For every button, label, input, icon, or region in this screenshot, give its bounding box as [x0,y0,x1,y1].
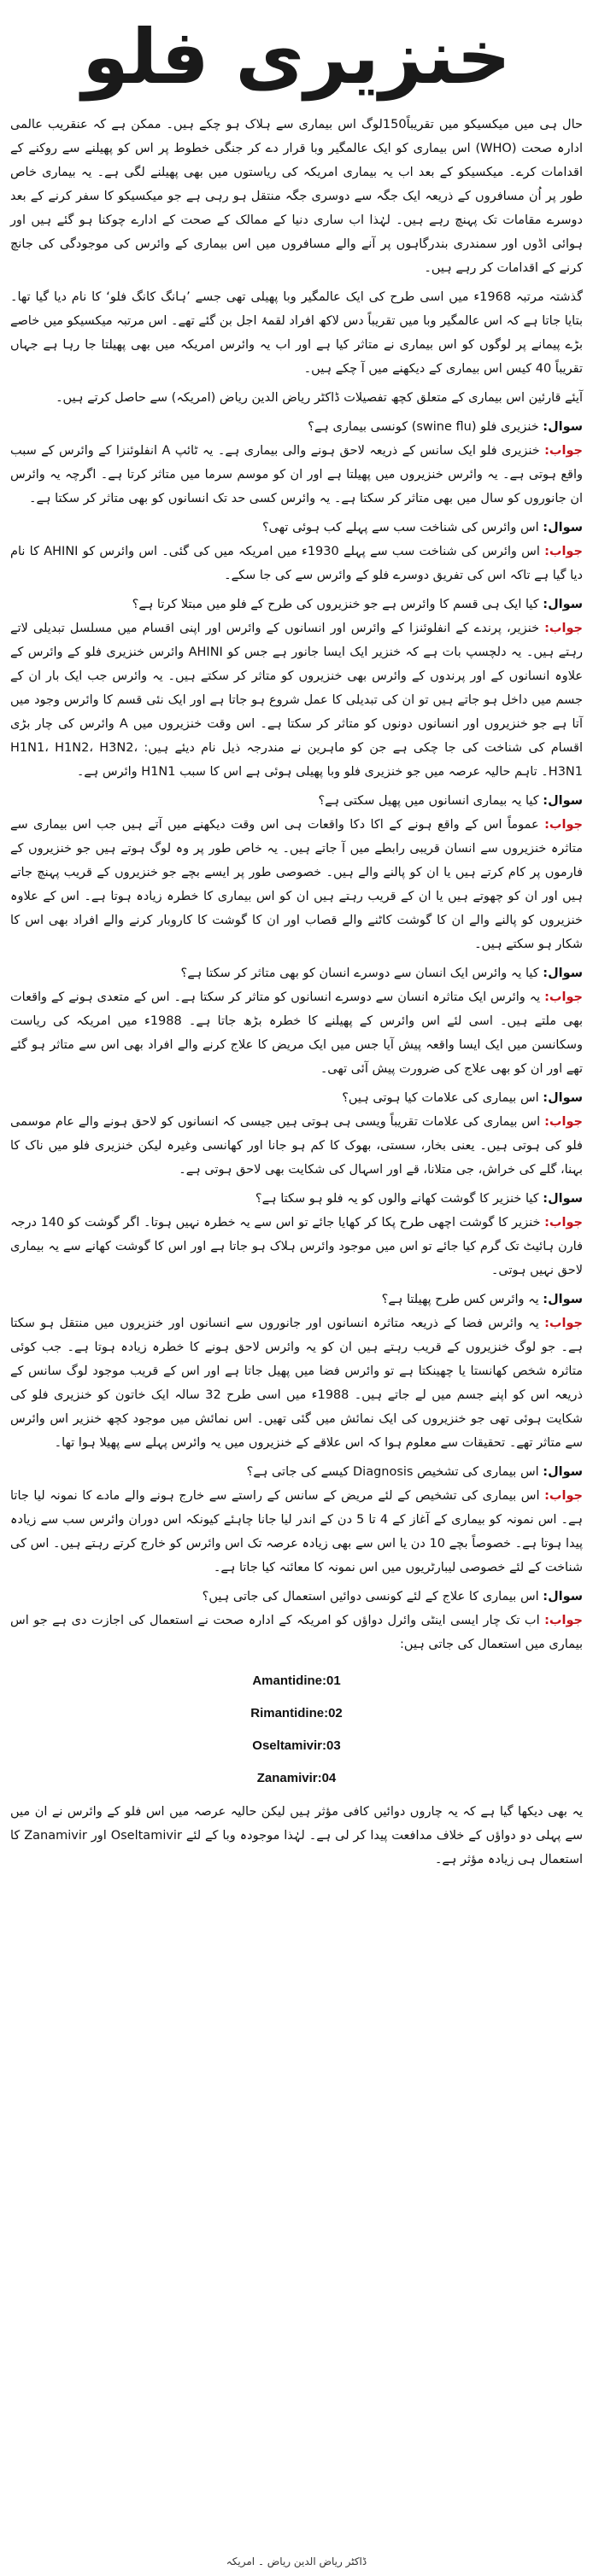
qa-item [10,516,583,587]
question-text: کیا یہ وائرس ایک انسان سے دوسرے انسان کو بھی متاثر کر سکتا ہے؟ [180,967,539,980]
question-label: سوال: [543,521,583,534]
question-text: کیا یہ بیماری انسانوں میں پھیل سکتی ہے؟ [318,794,539,808]
answer-text: اب تک چار ایسی اینٹی وائرل دواؤں کو امریکہ کے ادارہ صحت نے استعمال کی اجازت دی ہے جو اس بیماری میں استعمال کی جاتی ہیں: [10,1614,583,1651]
answer-label: جواب: [544,1216,584,1230]
answer-label: جواب: [544,1317,583,1330]
question-label: سوال: [543,1293,583,1306]
qa-item [10,593,583,784]
answer [10,1484,583,1580]
answer-label: جواب: [544,1614,583,1627]
answer [10,1311,583,1455]
question-label: سوال: [543,420,583,434]
answer-text: عموماً اس کے واقع ہونے کے اکا دکا واقعات ہی اس وقت دیکھنے میں آتے ہیں جب اس بیماری سے متاثرہ خنزیروں سے انسان قریبی رابطے میں آ جاتے ہیں۔ یہ خاص طور پر وہ لوگ ہوتے ہیں جو خنزیروں کے فارموں پر کام کرتے ہیں یا ان کو پالنے والے ہیں۔ خصوصی طور پر ایسے بچے جو خنزیروں کے قریب پہنچ جاتے ہیں اور ان کو چھوتے ہیں یا ان کے قریب رہتے ہیں ان کو اس بیماری کا خطرہ زیادہ ہوتا ہے۔ اس کے علاوہ خنزیروں کو پالنے والے ان کا گوشت کاٹنے والے قصاب اور ان کا گوشت کا کاروبار کرنے والے افراد بھی اس کا شکار ہو سکتے ہیں۔ [10,818,583,951]
question-text: اس بیماری کی تشخیص Diagnosis کیسے کی جاتی ہے؟ [246,1465,539,1479]
answer-text: خنزیر، پرندے کے انفلوئنزا کے وائرس اور انسانوں کے وائرس اور اپنی اقسام میں مسلسل تبدیلی لاتے رہتے ہیں۔ یہ دلچسپ بات ہے کہ خنزیر ایک ایسا جانور ہے جس کو AHINI وائرس خنزیری فلو کے وائرس کے علاوہ انسانوں کے اور پرندوں کے وائرس بھی خنزیروں کو متاثر کر سکتے ہیں۔ یہ وائرس جب ایک بار ان کے جسم میں داخل ہو جاتے ہیں تو ان کی تبدیلی کا عمل شروع ہو جاتا ہے اور ایک نئی قسم کا وائرس وجود میں آتا ہے جو خنزیروں اور انسانوں دونوں کو متاثر کر سکتا ہے۔ اس وقت خنزیروں میں A وائرس کی چار بڑی اقسام کی شناخت کی جا چکی ہے جن کو ماہرین نے مندرجہ ذیل نام دیئے ہیں: H1N1، H1N2، H3N2، H3N1۔ تاہم حالیہ عرصہ میں جو خنزیری فلو وبا پھیلی ہوئی ہے اس کا سبب H1N1 وائرس ہے۔ [10,622,583,779]
qa-item [10,1585,583,1656]
question [10,1187,583,1211]
question-label: سوال: [543,598,583,611]
question-label: سوال: [543,1091,583,1105]
intro [10,113,583,410]
question [10,1585,583,1609]
answer [10,439,583,511]
answer-text: اس وائرس کی شناخت سب سے پہلے 1930ء میں امریکہ میں کی گئی۔ اس وائرس کو AHINI کا نام دیا گیا ہے تاکہ اس کی تفریق دوسرے فلو کے وائرس سے کی جا سکے۔ [10,545,583,582]
question [10,1086,583,1110]
answer-text: اس بیماری کی علامات تقریباً ویسی ہی ہوتی ہیں جیسی کہ انسانوں کو لاحق ہونے والے عام موسمی فلو کی ہوتی ہیں۔ یعنی بخار، سستی، بھوک کا کم ہو جانا اور کھانسی وغیرہ لیکن خنزیری فلو میں ناک کا بہنا، گلے کی خراش، جی متلانا، قے اور اسہال کی شکایت بھی لاحق ہوتی ہے۔ [10,1115,583,1177]
qa-item [10,789,583,956]
question-label: سوال: [543,1590,583,1603]
question-text: کیا ایک ہی قسم کا وائرس ہے جو خنزیروں کی طرح کے فلو میں مبتلا کرتا ہے؟ [132,598,539,611]
qa-item [10,1460,583,1580]
closing-paragraph: یہ بھی دیکھا گیا ہے کہ یہ چاروں دوائیں کافی مؤثر ہیں لیکن حالیہ عرصہ میں اس فلو کے وائرس نے ان میں سے پہلی دو دواؤں کے خلاف مدافعت پیدا کر لی ہے۔ لہٰذا موجودہ وبا کے لئے Oseltamivir اور Zanamivir کا استعمال ہی زیادہ مؤثر ہے۔ [10,1805,583,1866]
drug-list [10,1670,583,1790]
article-title: خنزیری فلو [82,13,511,101]
answer-label: جواب: [544,1115,584,1129]
answer [10,1211,583,1282]
qa-item [10,1288,583,1455]
answer-label: جواب: [544,1489,584,1503]
qa-item [10,415,583,511]
byline: ڈاکٹر ریاض الدین ریاض ۔ امریکہ [226,2556,367,2567]
question-text: اس وائرس کی شناخت سب سے پہلے کب ہوئی تھی؟ [261,521,539,534]
answer-label: جواب: [544,545,583,558]
answer [10,985,583,1081]
intro-paragraph: آیئے قارئین اس بیماری کے متعلق کچھ تفصیلات ڈاکٹر ریاض الدین ریاض (امریکہ) سے حاصل کرتے ہیں۔ [56,391,583,405]
drug-item: Oseltamivir:03 [252,1738,341,1753]
question-text: اس بیماری کا علاج کے لئے کونسی دوائیں استعمال کی جاتی ہیں؟ [202,1590,539,1603]
question-text: خنزیری فلو (swine flu) کونسی بیماری ہے؟ [308,420,539,434]
question-label: سوال: [543,1465,583,1479]
answer [10,813,583,956]
question [10,1288,583,1311]
question [10,516,583,540]
intro-paragraph: حال ہی میں میکسیکو میں تقریباً150لوگ اس بیماری سے ہلاک ہو چکے ہیں۔ ممکن ہے کہ عنقریب عالمی ادارہ صحت (WHO) اس بیماری کو ایک عالمگیر وبا قرار دے کر جنگی خطوط پر اس کو پھیلنے سے روکنے کے اقدامات کرے۔ میکسیکو کے بعد اب یہ بیماری امریکہ کی ریاستوں میں بھی پھیلنے لگی ہے۔ یہ بیماری خاص طور پر اُن مسافروں کے ذریعہ ایک جگہ سے دوسری جگہ منتقل ہو رہی ہے جو میکسیکو کا سفر کرنے کے بعد دوسرے مقامات تک پہنچ رہے ہیں۔ لہٰذا اب ساری دنیا کے ممالک کے صحت کے ادارے چوکنا ہو گئے ہیں اور ہوائی اڈوں اور سمندری بندرگاہوں پر آنے والے مسافروں میں اس بیماری کے وائرس کی موجودگی کی جانچ کرنے کے اقدامات کر رہے ہیں۔ [10,118,583,275]
answer-label: جواب: [544,818,584,832]
answer [10,540,583,587]
qa-item [10,1086,583,1182]
answer-text: یہ وائرس فضا کے ذریعہ متاثرہ انسانوں اور جانوروں سے انسانوں اور خنزیروں میں منتقل ہو سکتا ہے۔ جو لوگ خنزیروں کے قریب رہتے ہیں ان کو یہ وائرس لاحق ہونے کا خطرہ زیادہ ہوتا ہے۔ جب کوئی متاثرہ شخص کھانستا یا چھینکتا ہے تو وائرس فضا میں پھیل جاتا ہے اور اس کے قریب موجود لوگ سانس کے ذریعہ اس کو اپنے جسم میں لے جاتے ہیں۔ 1988ء میں اسی طرح 32 سالہ ایک خاتون کو خنزیری فلو کی شکایت ہوئی تھی جو خنزیروں کی ایک نمائش میں گئی تھیں۔ اس نمائش میں موجود کچھ خنزیر اس وائرس سے متاثر تھے۔ تحقیقات سے معلوم ہوا کہ اس علاقے کے خنزیروں میں یہ وائرس پہلے سے پھیلا ہوا تھا۔ [10,1317,583,1450]
question-text: کیا خنزیر کا گوشت کھانے والوں کو یہ فلو ہو سکتا ہے؟ [255,1192,539,1206]
question-label: سوال: [543,967,583,980]
question-text: اس بیماری کی علامات کیا ہوتی ہیں؟ [342,1091,539,1105]
question [10,593,583,616]
question [10,961,583,985]
answer-text: خنزیری فلو ایک سانس کے ذریعہ لاحق ہونے والی بیماری ہے۔ یہ ٹائپ A انفلوئنزا کے وائرس کے سبب واقع ہوتی ہے۔ یہ وائرس خنزیروں میں پھیلتا ہے اور ان کو موسم سرما میں متاثر کرتا ہے۔ اگرچہ یہ وائرس ان جانوروں کو سال میں بھی متاثر کر سکتا ہے۔ یہ وائرس کسی حد تک انسانوں کو بھی متاثر کر سکتا ہے۔ [10,444,583,505]
answer [10,616,583,784]
question-label: سوال: [543,1192,583,1206]
answer-text: خنزیر کا گوشت اچھی طرح پکا کر کھایا جائے تو اس سے یہ خطرہ نہیں ہوتا۔ اگر گوشت کو 140 درجہ فارن ہائیٹ تک گرم کیا جائے تو اس میں موجود وائرس ہلاک ہو جاتا ہے اور اس کا گوشت کھانے سے یہ بیماری لاحق نہیں ہوتی۔ [10,1216,583,1277]
answer-text: اس بیماری کی تشخیص کے لئے مریض کے سانس کے راستے سے خارج ہونے والے مادے کا نمونہ لیا جاتا ہے۔ اس نمونہ کو بیماری کے آغاز کے 4 تا 5 دن کے اندر لیا جانا چاہئے کیونکہ اس دوران وائرس سب سے زیادہ پیدا ہوتا ہے۔ خصوصاً بچے 10 دن یا اس سے بھی زیادہ عرصہ تک اس وائرس کو خارج کرتے رہتے ہیں۔ اس کی شناخت کے لئے خصوصی لیبارٹریوں میں اس نمونہ کا معائنہ کیا جاتا ہے۔ [10,1489,584,1574]
qa-item [10,1187,583,1282]
qa-list [10,415,583,1656]
drug-item: Zanamivir:04 [256,1771,337,1785]
answer-label: جواب: [544,622,583,635]
drug-item: Amantidine:01 [252,1674,341,1688]
qa-item [10,961,583,1081]
intro-paragraph: گذشتہ مرتبہ 1968ء میں اسی طرح کی ایک عالمگیر وبا پھیلی تھی جسے ’ہانگ کانگ فلو‘ کا نام دیا گیا تھا۔ بتایا جاتا ہے کہ اس عالمگیر وبا میں تقریباً دس لاکھ افراد لقمۂ اجل بن گئے تھے۔ اس مرتبہ میکسیکو میں خاصے بڑے پیمانے پر لوگوں کو اس بیماری نے متاثر کیا ہے اور اب یہ وائرس امریکہ میں بھی پھیلتا جا رہا ہے جہاں تقریباً 40 کیس اس بیماری کے دیکھنے میں آ چکے ہیں۔ [10,290,583,376]
question [10,1460,583,1484]
question-label: سوال: [543,794,583,808]
answer [10,1609,583,1656]
answer [10,1110,583,1182]
question [10,415,583,439]
drug-item: Rimantidine:02 [250,1706,343,1720]
question [10,789,583,813]
answer-label: جواب: [544,444,583,458]
answer-label: جواب: [544,990,584,1004]
answer-text: یہ وائرس ایک متاثرہ انسان سے دوسرے انسانوں کو متاثر کر سکتا ہے۔ اس کے متعدی ہونے کے واقعات بھی ملتے ہیں۔ اسی لئے اس وائرس کے پھیلنے کا خطرہ بڑھ جاتا ہے۔ 1988ء میں امریکہ کی ریاست وسکانسن میں ایک ایسا واقعہ پیش آیا جس میں ایک مریض کا علاج کرنے والے افراد بھی اس سے متاثر ہو گئے تھے اور ان کو بھی علاج کی ضرورت پیش آئی تھی۔ [10,990,583,1076]
question-text: یہ وائرس کس طرح پھیلتا ہے؟ [381,1293,539,1306]
